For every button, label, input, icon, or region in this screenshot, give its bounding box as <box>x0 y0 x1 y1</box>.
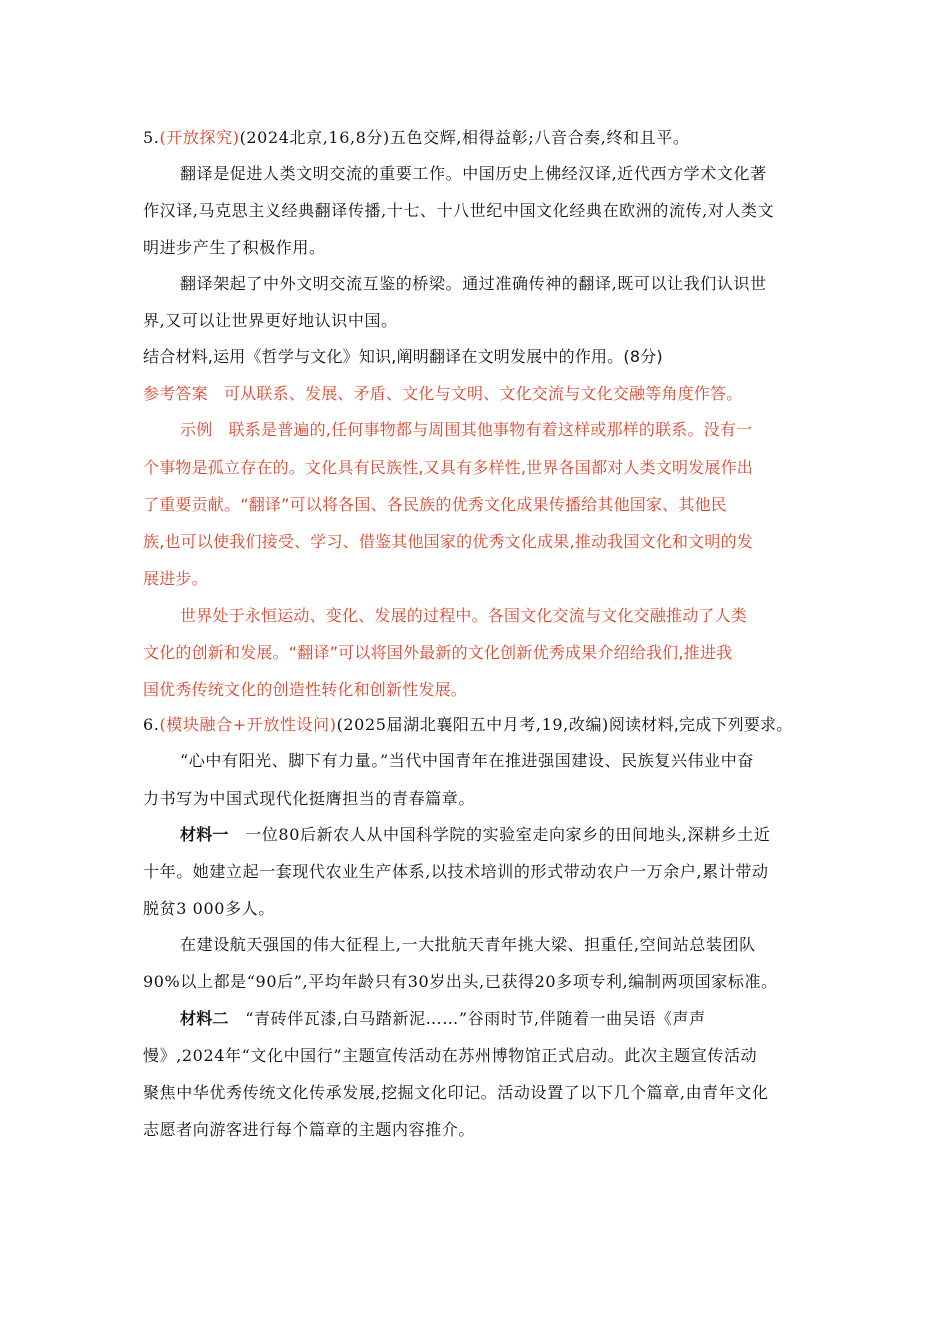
q6-m1-line1 <box>180 825 770 845</box>
q5-example2-line2: 文化的创新和发展。“翻译”可以将国外最新的文化创新优秀成果介绍给我们,推进我 <box>143 643 733 662</box>
q6-intro-line2: 力书写为中国式现代化挺膺担当的青春篇章。 <box>143 789 476 808</box>
q6-source: (2025届湖北襄阳五中月考,19,改编) <box>336 715 609 734</box>
q5-example-line3: 了重要贡献。“翻译”可以将各国、各民族的优秀文化成果传播给其他国家、其他民 <box>143 495 727 514</box>
material-two-text: “青砖伴瓦漆,白马踏新泥……”谷雨时节,伴随着一曲吴语《声声 <box>228 1009 706 1028</box>
q5-title: 五色交辉,相得益彰;八音合奏,终和且平。 <box>389 128 690 147</box>
q5-para1-line2: 作汉译,马克思主义经典翻译传播,十七、十八世纪中国文化经典在欧洲的流传,对人类文 <box>143 201 775 220</box>
q6-m2-line1 <box>180 1009 706 1029</box>
q5-header <box>143 128 689 148</box>
q6-tag: (模块融合+开放性设问) <box>159 715 337 734</box>
q6-m1-line3: 脱贫3 000多人。 <box>143 899 275 918</box>
q5-source: (2024北京,16,8分) <box>239 128 390 147</box>
q5-example2-line1: 世界处于永恒运动、变化、发展的过程中。各国文化交流与文化交融推动了人类 <box>180 606 748 625</box>
q6-m2-line2: 慢》,2024年“文化中国行”主题宣传活动在苏州博物馆正式启动。此次主题宣传活动 <box>143 1046 758 1065</box>
q5-para2-line2: 界,又可以让世界更好地认识中国。 <box>143 311 398 330</box>
q6-title: 阅读材料,完成下列要求。 <box>608 715 793 734</box>
material-one-text: 一位80后新农人从中国科学院的实验室走向家乡的田间地头,深耕乡土近 <box>228 825 771 844</box>
q5-example-line2: 个事物是孤立存在的。文化具有民族性,又具有多样性,世界各国都对人类文明发展作出 <box>143 458 753 477</box>
q6-number: 6. <box>143 715 160 734</box>
q5-tag: (开放探究) <box>159 128 240 147</box>
q6-header <box>143 715 792 735</box>
q5-example-line1: 示例 联系是普遍的,任何事物都与周围其他事物有着这样或那样的联系。没有一 <box>180 420 753 439</box>
q6-m2-line4: 志愿者向游客进行每个篇章的主题内容推介。 <box>143 1120 476 1139</box>
q6-m1b-line1: 在建设航天强国的伟大征程上,一大批航天青年挑大梁、担重任,空间站总装团队 <box>180 935 756 954</box>
q6-m2-line3: 聚焦中华优秀传统文化传承发展,挖掘文化印记。活动设置了以下几个篇章,由青年文化 <box>143 1083 769 1102</box>
q6-m1-line2: 十年。她建立起一套现代农业生产体系,以技术培训的形式带动农户一万余户,累计带动 <box>143 862 769 881</box>
q5-answer: 参考答案 可从联系、发展、矛盾、文化与文明、文化交流与文化交融等角度作答。 <box>143 384 743 403</box>
q5-para2-line1: 翻译架起了中外文明交流互鉴的桥梁。通过准确传神的翻译,既可以让我们认识世 <box>180 274 767 293</box>
q5-para1-line1: 翻译是促进人类文明交流的重要工作。中国历史上佛经汉译,近代西方学术文化著 <box>180 164 767 183</box>
q5-example-line5: 展进步。 <box>143 569 208 588</box>
material-one-label: 材料一 <box>180 825 229 844</box>
q6-intro-line1: “心中有阳光、脚下有力量。”当代中国青年在推进强国建设、民族复兴伟业中奋 <box>180 751 754 770</box>
q6-m1b-line2: 90%以上都是“90后”,平均年龄只有30岁出头,已获得20多项专利,编制两项国家标准。 <box>143 972 778 991</box>
q5-example-line4: 族,也可以使我们接受、学习、借鉴其他国家的优秀文化成果,推动我国文化和文明的发 <box>143 532 753 551</box>
q5-task: 结合材料,运用《哲学与文化》知识,阐明翻译在文明发展中的作用。(8分) <box>143 347 663 366</box>
q5-number: 5. <box>143 128 160 147</box>
material-two-label: 材料二 <box>180 1009 229 1028</box>
q5-para1-line3: 明进步产生了积极作用。 <box>143 238 326 257</box>
q5-example2-line3: 国优秀传统文化的创造性转化和创新性发展。 <box>143 680 468 699</box>
